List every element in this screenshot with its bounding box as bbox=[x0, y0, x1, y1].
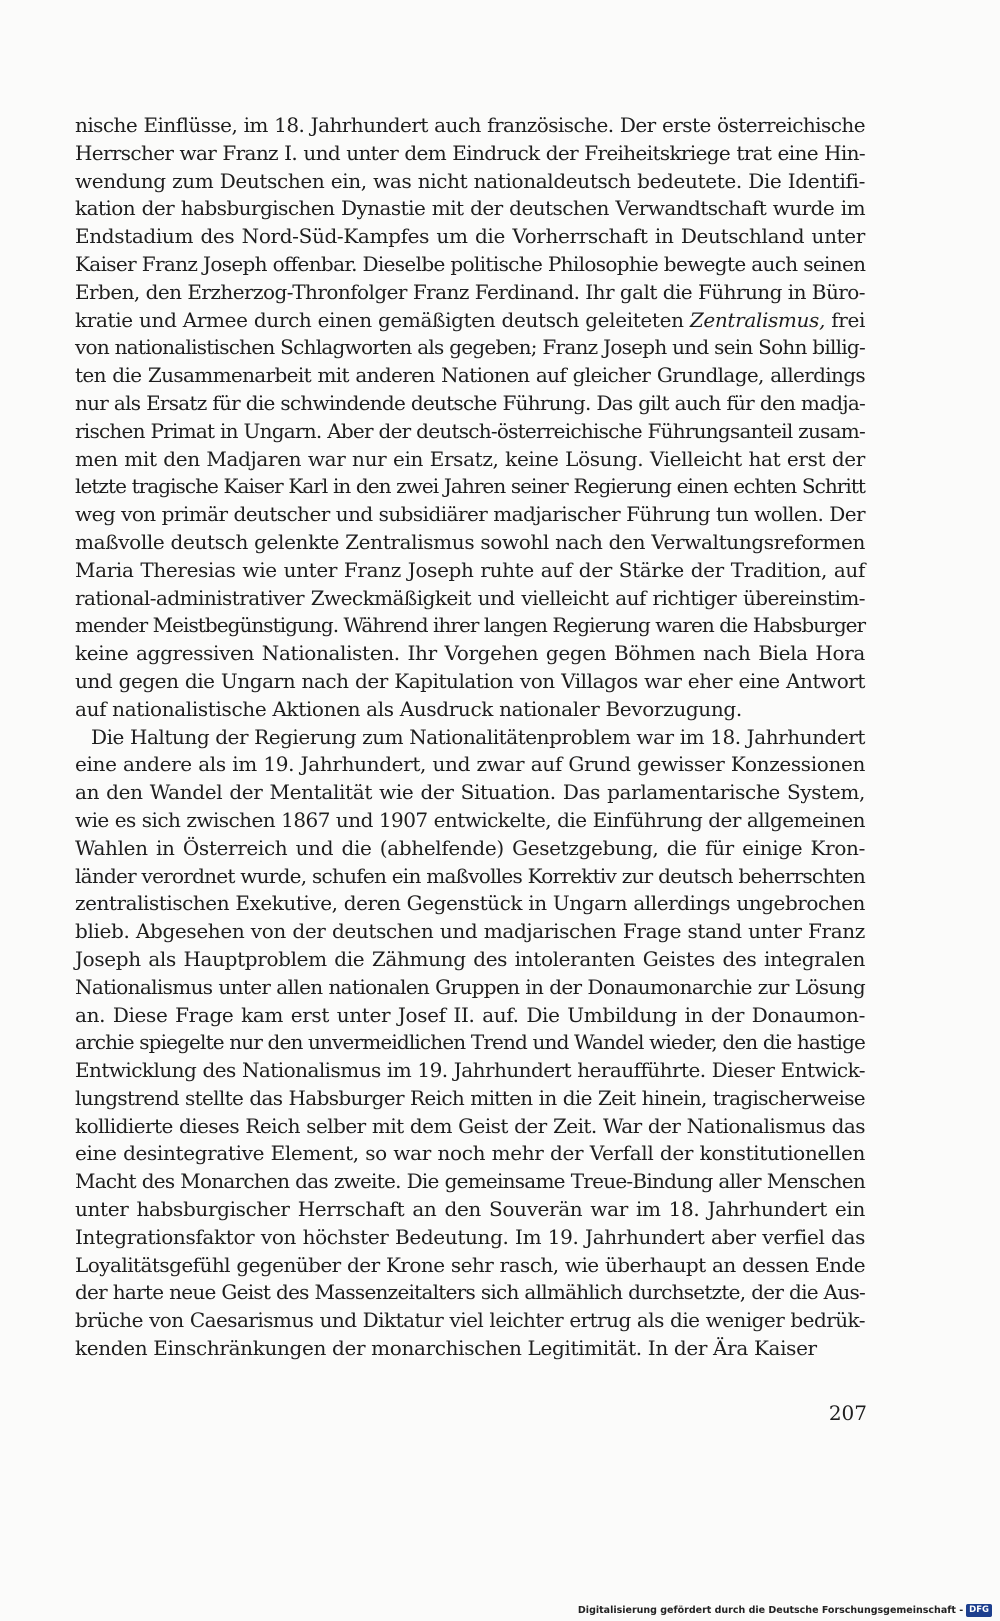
text-line: länder verordnet wurde, schufen ein maßvolles Korrektiv zur deutsch beherrschten bbox=[75, 863, 865, 888]
text-line: rischen Primat in Ungarn. Aber der deutsch-österreichische Führungsanteil zusam- bbox=[75, 418, 865, 443]
text-line: kation der habsburgischen Dynastie mit der deutschen Verwandtschaft wurde im bbox=[75, 196, 865, 221]
text-line: nur als Ersatz für die schwindende deutsche Führung. Das gilt auch für den madja- bbox=[75, 390, 865, 415]
text-line: wie es sich zwischen 1867 und 1907 entwickelte, die Einführung der allgemeinen bbox=[75, 807, 865, 832]
text-line: keine aggressiven Nationalisten. Ihr Vorgehen gegen Böhmen nach Biela Hora bbox=[75, 641, 865, 666]
text-line: brüche von Caesarismus und Diktatur viel leichter ertrug als die weniger bedrük- bbox=[75, 1308, 865, 1333]
text-line: Die Haltung der Regierung zum Nationalitätenproblem war im 18. Jahrhundert bbox=[91, 724, 865, 749]
text-line: Kaiser Franz Joseph offenbar. Dieselbe politische Philosophie bewegte auch seinen bbox=[75, 251, 866, 276]
text-line: kenden Einschränkungen der monarchischen Legitimität. In der Ära Kaiser bbox=[75, 1336, 817, 1361]
text-line: weg von primär deutscher und subsidiärer madjarischer Führung tun wollen. Der bbox=[75, 502, 865, 527]
page-number: 207 bbox=[828, 1401, 867, 1425]
text-line: lungstrend stellte das Habsburger Reich mitten in die Zeit hinein, tragischerweise bbox=[75, 1085, 865, 1110]
text-line: Joseph als Hauptproblem die Zähmung des intoleranten Geistes des integralen bbox=[75, 946, 865, 971]
text-line: rational-administrativer Zweckmäßigkeit und vielleicht auf richtiger übereinstim- bbox=[75, 585, 865, 610]
text-line: mender Meistbegünstigung. Während ihrer langen Regierung waren die Habsburger bbox=[75, 613, 866, 638]
text-line: kratie und Armee durch einen gemäßigten deutsch geleiteten Zentralismus, frei bbox=[75, 307, 865, 332]
text-line: ten die Zusammenarbeit mit anderen Nationen auf gleicher Grundlage, allerdings bbox=[75, 363, 865, 388]
text-line: Integrationsfaktor von höchster Bedeutung. Im 19. Jahrhundert aber verfiel das bbox=[75, 1224, 865, 1249]
text-line: der harte neue Geist des Massenzeitalters sich allmählich durchsetzte, der die Aus- bbox=[75, 1280, 865, 1305]
dfg-logo: DFG bbox=[966, 1604, 992, 1617]
text-line: Endstadium des Nord-Süd-Kampfes um die Vorherrschaft in Deutschland unter bbox=[75, 224, 865, 249]
text-line: letzte tragische Kaiser Karl in den zwei Jahren seiner Regierung einen echten Schritt bbox=[75, 474, 865, 499]
body-text bbox=[75, 112, 865, 1363]
text-line: Wahlen in Österreich und die (abhelfende) Gesetzgebung, die für einige Kron- bbox=[75, 835, 865, 860]
digitization-footer bbox=[578, 1604, 992, 1617]
text-line: auf nationalistische Aktionen als Ausdruck nationaler Bevorzugung. bbox=[75, 696, 742, 721]
text-line: nische Einflüsse, im 18. Jahrhundert auch französische. Der erste österreichische bbox=[75, 113, 865, 137]
text-line: maßvolle deutsch gelenkte Zentralismus sowohl nach den Verwaltungsreformen bbox=[75, 529, 865, 554]
text-line: archie spiegelte nur den unvermeidlichen Trend und Wandel wieder, den die hastige bbox=[75, 1030, 866, 1055]
text-line: Maria Theresias wie unter Franz Joseph ruhte auf der Stärke der Tradition, auf bbox=[75, 557, 865, 582]
text-line: und gegen die Ungarn nach der Kapitulation von Villagos war eher eine Antwort bbox=[75, 668, 865, 693]
text-line: Entwicklung des Nationalismus im 19. Jahrhundert heraufführte. Dieser Entwick- bbox=[75, 1058, 865, 1083]
text-line: wendung zum Deutschen ein, was nicht nationaldeutsch bedeutete. Die Identifi- bbox=[75, 168, 865, 193]
emphasized-term: Zentralismus, bbox=[689, 307, 825, 332]
text-line: eine desintegrative Element, so war noch mehr der Verfall der konstitutionellen bbox=[75, 1141, 865, 1166]
text-line: Erben, den Erzherzog-Thronfolger Franz Ferdinand. Ihr galt die Führung in Büro- bbox=[75, 279, 865, 304]
text-line: zentralistischen Exekutive, deren Gegenstück in Ungarn allerdings ungebrochen bbox=[75, 891, 865, 916]
text-line: blieb. Abgesehen von der deutschen und madjarischen Frage stand unter Franz bbox=[75, 919, 865, 944]
text-line: men mit den Madjaren war nur ein Ersatz, keine Lösung. Vielleicht hat erst der bbox=[75, 446, 865, 471]
text-line: Macht des Monarchen das zweite. Die gemeinsame Treue-Bindung aller Menschen bbox=[75, 1169, 865, 1194]
text-line: Nationalismus unter allen nationalen Gruppen in der Donaumonarchie zur Lösung bbox=[75, 974, 865, 999]
text-line: an den Wandel der Mentalität wie der Situation. Das parlamentarische System, bbox=[75, 780, 865, 805]
text-line: Loyalitätsgefühl gegenüber der Krone sehr rasch, wie überhaupt an dessen Ende bbox=[75, 1252, 865, 1277]
text-line: kollidierte dieses Reich selber mit dem Geist der Zeit. War der Nationalismus das bbox=[75, 1113, 865, 1138]
text-line: Herrscher war Franz I. und unter dem Eindruck der Freiheitskriege trat eine Hin- bbox=[75, 140, 865, 165]
footer-credit-text: Digitalisierung gefördert durch die Deutsche Forschungsgemeinschaft - bbox=[577, 1605, 964, 1616]
text-line: von nationalistischen Schlagworten als gegeben; Franz Joseph und sein Sohn billig- bbox=[75, 335, 865, 360]
text-line: an. Diese Frage kam erst unter Josef II. auf. Die Umbildung in der Donaumon- bbox=[75, 1002, 865, 1027]
text-line: eine andere als im 19. Jahrhundert, und zwar auf Grund gewisser Konzessionen bbox=[75, 752, 865, 777]
text-line: unter habsburgischer Herrschaft an den Souverän war im 18. Jahrhundert ein bbox=[75, 1197, 865, 1222]
